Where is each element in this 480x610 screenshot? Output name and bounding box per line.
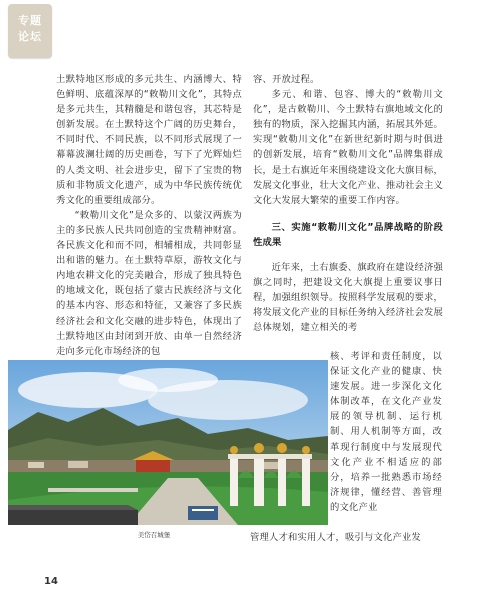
column-badge	[8, 4, 52, 58]
page-number: 14	[44, 576, 58, 587]
bottom-paragraph-line: 管理人才和实用人才，吸引与文化产业发	[250, 532, 421, 543]
photo-caption: 美岱召城堡	[137, 531, 171, 539]
badge-line-1: 专题	[18, 14, 42, 27]
body-paragraph: 土默特地区形成的多元共生、内涵博大、特色鲜明、底蕴深厚的“敕勒川文化”，其特点是多元共生，其精髓是和谐包容，其芯特是创新发展。在土默特这个广阔的历史舞台，不同时代、不同民族，以不同形式展现了一幕幕波澜壮阔的历史画卷，写下了光辉灿烂的人类文明、社会进步史，留下了宝贵的物质和非物质文化遗产，成为中华民族传统优秀文化的重要组成部分。	[56, 74, 242, 206]
section-heading: 三、实施“敕勒川文化”品牌战略的阶段性成果	[253, 221, 443, 248]
right-column	[253, 72, 443, 335]
body-paragraph-continuation: 容、开放过程。	[253, 74, 320, 85]
wrapped-paragraph-beside-photo: 核、考评和责任制度，以保证文化产业的健康、快速发展。进一步深化文化体制改革，在文化产业发展的领导机制、运行机制、用人机制等方面，改革现行制度中与发展现代文化产业不相适应的部分，培养一批熟悉市场经济规律，懂经营、善管理的文化产业	[330, 351, 442, 513]
body-paragraph: “敕勒川文化”是众多的、以蒙汉两族为主的多民族人民共同创造的宝贵精神财富。各民族文化和而不同，相辅相成，共同彰显出和谐的魅力。在土默特草原，游牧文化与内地农耕文化的完美融合，形成了独具特色的地域文化，既包括了蒙古民族经济与文化的基本内容、形态和特征，又兼容了多民族经济社会和文化交融的进步特色，体现出了土默特地区由封闭到开放、由单一自然经济走向多元化市场经济的包	[56, 209, 242, 357]
badge-line-2: 论坛	[18, 30, 42, 43]
castle-photo-illustration	[8, 360, 328, 525]
castle-photo	[8, 360, 328, 525]
body-paragraph: 近年来，土右旗委、旗政府在建设经济强旗之同时，把建设文化大旗提上重要议事日程，加强组织领导。按照科学发展观的要求，将发展文化产业的目标任务纳入经济社会发展总体规划，建立相关的考	[253, 261, 443, 334]
body-paragraph: 多元、和谐、包容、博大的“敕勒川文化”，是古敕勒川、今土默特右旗地域文化的独有的物质，深入挖掘其内涵，拓展其外延。实现“敕勒川文化”在新世纪新时期与时俱进的创新发展，培育“敕勒川文化”品牌集群成长，是土右旗近年来围绕建设文化大旗目标，发展文化事业，壮大文化产业、推动社会主义文化大发展大繁荣的重要工作内容。	[253, 89, 443, 206]
left-column	[56, 72, 242, 359]
